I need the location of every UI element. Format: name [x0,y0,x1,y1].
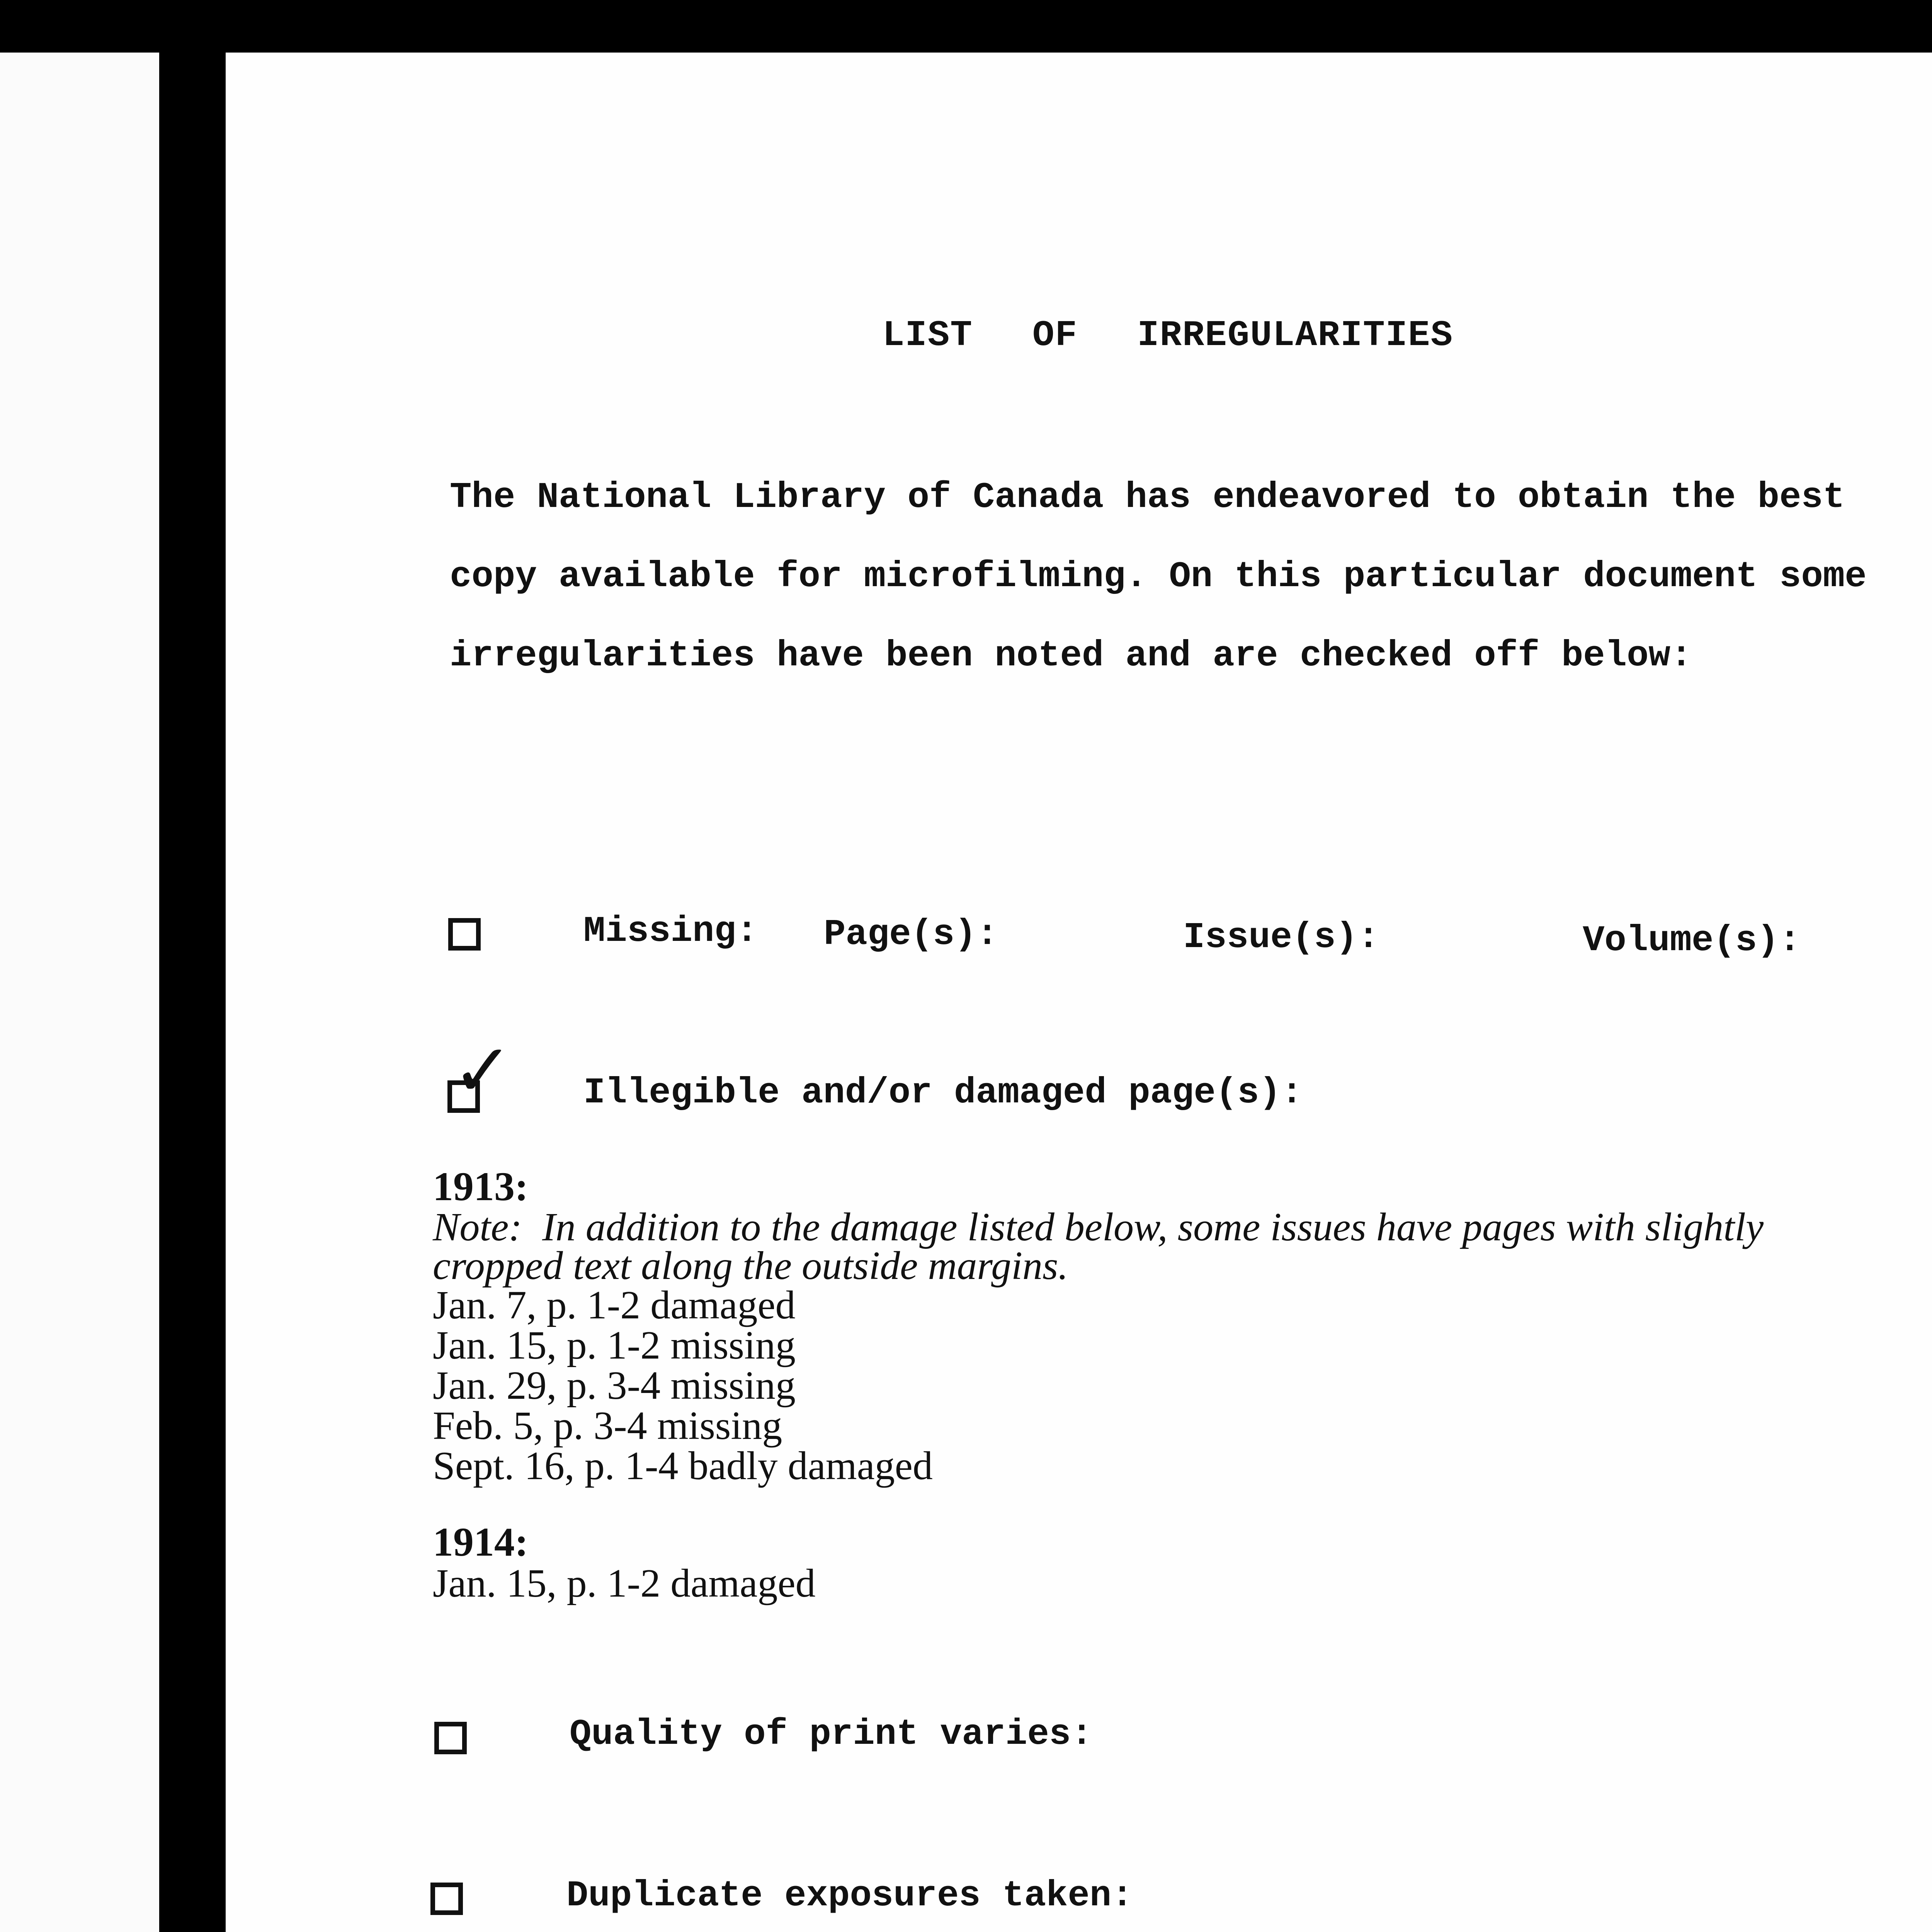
missing-issues-label: Issue(s): [1183,917,1379,958]
list-item: Jan. 15, p. 1-2 damaged [433,1561,816,1605]
year-heading-1914: 1914: [433,1519,529,1565]
page-title: LIST OF IRREGULARITIES [883,315,1454,356]
year-heading-1913: 1913: [433,1164,529,1209]
list-item: Jan. 7, p. 1-2 damaged [433,1283,796,1327]
missing-checkbox [448,918,481,951]
list-item: Jan. 15, p. 1-2 missing [433,1323,796,1367]
adjacent-frame-left [0,53,159,1932]
check-icon: ✓ [452,1028,514,1113]
duplicate-checkbox [430,1883,463,1915]
list-item: Jan. 29, p. 3-4 missing [433,1363,796,1408]
intro-paragraph: The National Library of Canada has endeavored to obtain the best copy available for microfilming. On this particular document some irregularities have been noted and are checked off below: [450,477,1867,677]
quality-label: Quality of print varies: [570,1714,1093,1755]
missing-pages-label: Page(s): [824,914,998,955]
list-item: Feb. 5, p. 3-4 missing [433,1403,782,1448]
list-item: Sept. 16, p. 1-4 badly damaged [433,1444,933,1488]
note-label: Note: [433,1205,522,1249]
note-text: In addition to the damage listed below, some issues have pages with slightly cropped text along the outside margins. [433,1205,1764,1288]
quality-checkbox [434,1722,467,1754]
missing-label: Missing: [583,911,758,952]
note-1913 [433,1205,1862,1288]
illegible-label: Illegible and/or damaged page(s): [583,1073,1303,1114]
duplicate-label: Duplicate exposures taken: [566,1876,1133,1917]
irregularity-details [433,1165,1862,1604]
missing-volumes-label: Volume(s): [1583,920,1801,961]
document-page [226,53,1932,1932]
